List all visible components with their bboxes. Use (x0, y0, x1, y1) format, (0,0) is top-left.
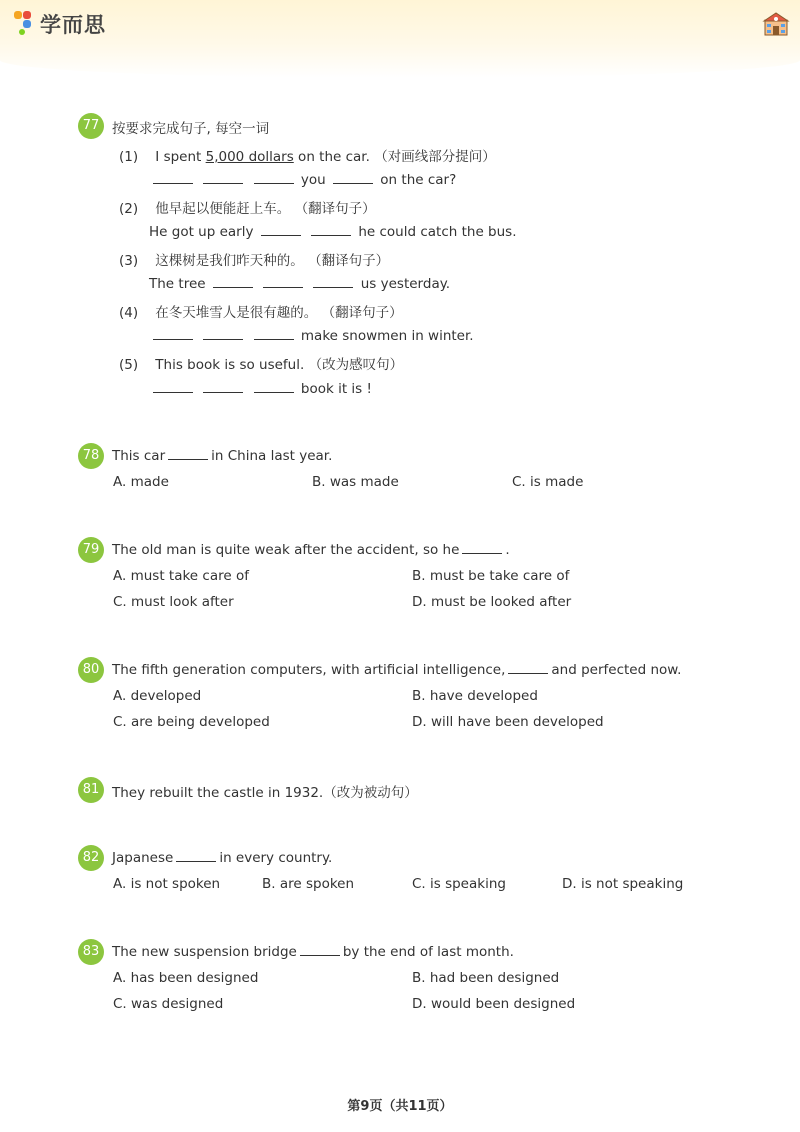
q77-item-5: (5) This book is so useful. （改为感叹句） (119, 357, 404, 373)
answer-blank[interactable] (313, 275, 353, 288)
logo-mark-icon (14, 11, 36, 37)
option-a[interactable]: A. has been designed (113, 970, 259, 986)
answer-blank[interactable] (300, 943, 340, 956)
option-a[interactable]: A. developed (113, 688, 202, 704)
page-header (0, 0, 800, 78)
answer-blank[interactable] (168, 447, 208, 460)
question-number: 80 (78, 657, 104, 683)
question-text: This car in China last year. (112, 448, 333, 464)
option-d[interactable]: D. must be looked after (412, 594, 572, 610)
answer-blank[interactable] (261, 223, 301, 236)
underlined-phrase: 5,000 dollars (205, 149, 294, 165)
answer-blank[interactable] (203, 327, 243, 340)
option-c[interactable]: C. are being developed (113, 714, 270, 730)
option-c[interactable]: C. must look after (113, 594, 234, 610)
option-d[interactable]: D. would been designed (412, 996, 576, 1012)
answer-blank[interactable] (153, 380, 193, 393)
answer-blank[interactable] (153, 327, 193, 340)
q77-item-1-answer: you on the car? (150, 171, 456, 188)
option-b[interactable]: B. have developed (412, 688, 538, 704)
option-b[interactable]: B. was made (312, 474, 399, 490)
question-number: 83 (78, 939, 104, 965)
answer-blank[interactable] (254, 380, 294, 393)
page-number: 第9页（共11页） (347, 1099, 453, 1114)
q77-item-4: (4) 在冬天堆雪人是很有趣的。 （翻译句子） (119, 305, 403, 321)
answer-blank[interactable] (203, 171, 243, 184)
option-b[interactable]: B. had been designed (412, 970, 560, 986)
option-a[interactable]: A. must take care of (113, 568, 249, 584)
answer-blank[interactable] (462, 541, 502, 554)
answer-blank[interactable] (311, 223, 351, 236)
option-c[interactable]: C. is made (512, 474, 584, 490)
option-d[interactable]: D. is not speaking (562, 876, 684, 892)
answer-blank[interactable] (263, 275, 303, 288)
q77-item-2-answer: He got up early he could catch the bus. (149, 224, 517, 240)
q77-item-4-answer: make snowmen in winter. (150, 327, 474, 344)
question-number: 81 (78, 777, 104, 803)
option-b[interactable]: B. must be take care of (412, 568, 570, 584)
question-number: 77 (78, 113, 104, 139)
answer-blank[interactable] (254, 171, 294, 184)
option-c[interactable]: C. is speaking (412, 876, 506, 892)
option-b[interactable]: B. are spoken (262, 876, 355, 892)
q77-item-3-answer: The tree us yesterday. (149, 276, 451, 292)
answer-blank[interactable] (203, 380, 243, 393)
option-d[interactable]: D. will have been developed (412, 714, 604, 730)
q77-item-5-answer: book it is ! (150, 380, 372, 397)
option-a[interactable]: A. is not spoken (113, 876, 221, 892)
question-text: They rebuilt the castle in 1932.（改为被动句） (112, 785, 418, 801)
answer-blank[interactable] (254, 327, 294, 340)
q77-item-1: (1) I spent 5,000 dollars on the car. （对画线部分提问） (119, 149, 496, 165)
q77-item-2: (2) 他早起以便能赶上车。 （翻译句子） (119, 201, 376, 217)
brand-logo (14, 8, 106, 40)
question-number: 82 (78, 845, 104, 871)
answer-blank[interactable] (213, 275, 253, 288)
answer-blank[interactable] (333, 171, 373, 184)
answer-blank[interactable] (176, 849, 216, 862)
question-text: Japanese in every country. (112, 850, 333, 866)
question-text: The old man is quite weak after the accident, so he . (112, 542, 510, 558)
question-number: 79 (78, 537, 104, 563)
school-building-icon (762, 10, 790, 38)
question-number: 78 (78, 443, 104, 469)
option-c[interactable]: C. was designed (113, 996, 224, 1012)
option-a[interactable]: A. made (113, 474, 169, 490)
q77-item-3: (3) 这棵树是我们昨天种的。 （翻译句子） (119, 253, 390, 269)
question-text: The fifth generation computers, with artificial intelligence, and perfected now. (112, 662, 682, 678)
question-text: 按要求完成句子, 每空一词 (112, 121, 270, 137)
answer-blank[interactable] (153, 171, 193, 184)
brand-name: 学而思 (40, 13, 106, 37)
answer-blank[interactable] (508, 661, 548, 674)
question-text: The new suspension bridge by the end of last month. (112, 944, 514, 960)
